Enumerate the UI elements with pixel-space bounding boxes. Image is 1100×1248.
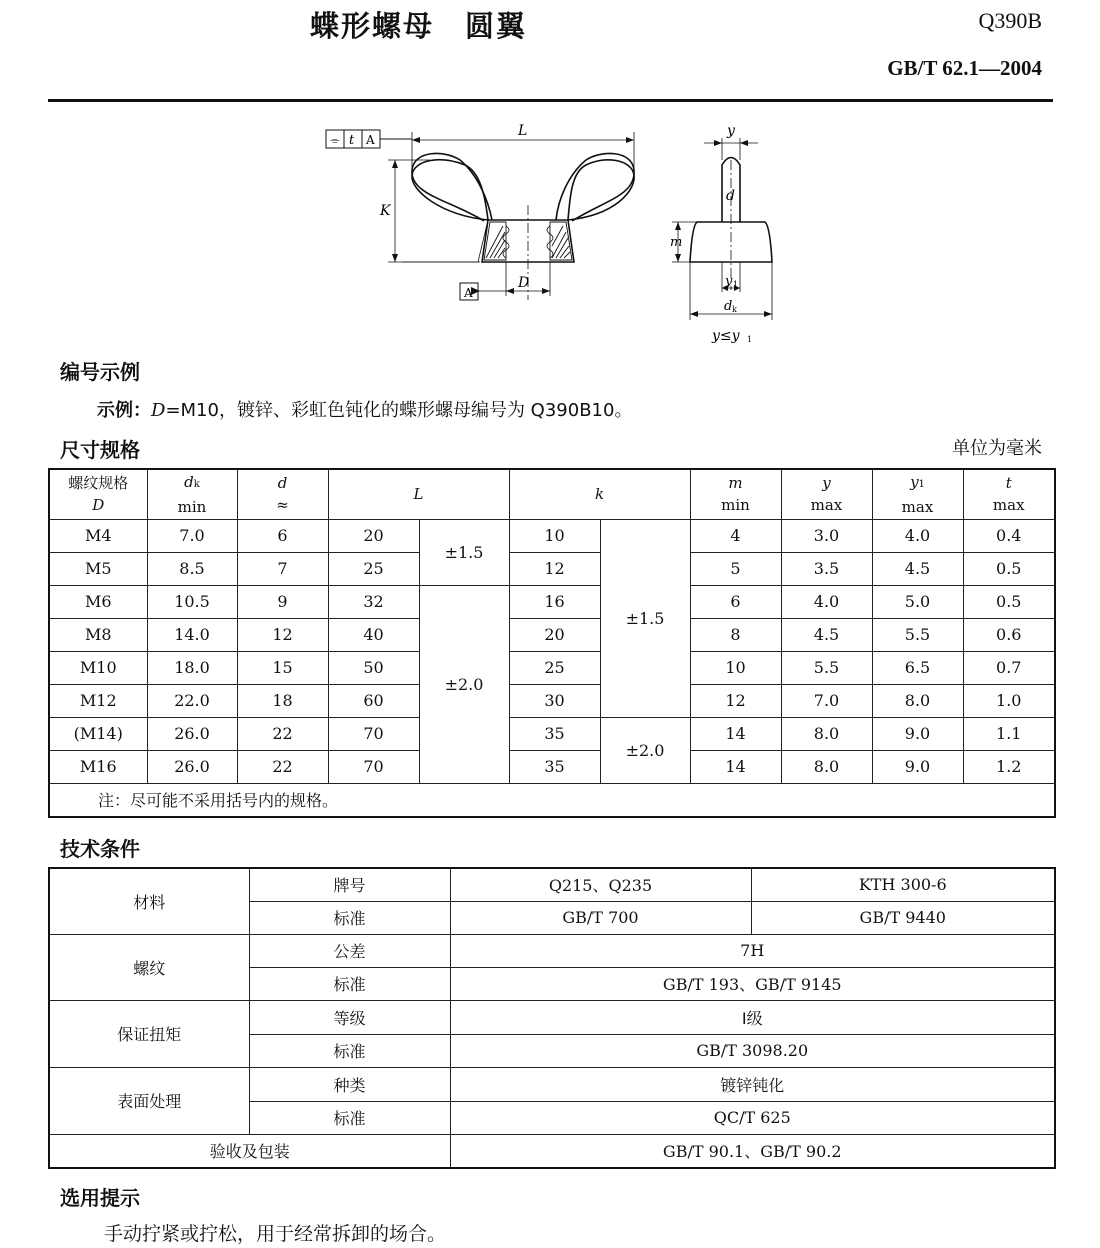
header-dk xyxy=(147,469,237,519)
table-cell: 18 xyxy=(237,684,328,717)
header-spec xyxy=(49,469,147,519)
table-cell: 14 xyxy=(690,750,781,783)
header-t xyxy=(963,469,1055,519)
table-cell: 6 xyxy=(237,519,328,552)
designation-heading: 编号示例 xyxy=(60,360,140,384)
thread-label: 螺纹 xyxy=(49,934,249,1000)
table-row xyxy=(49,519,1055,552)
table-cell: 26.0 xyxy=(147,717,237,750)
right-wing xyxy=(556,153,634,221)
table-cell: 12 xyxy=(690,684,781,717)
dim-y1-sub: 1 xyxy=(733,280,739,289)
table-cell: 18.0 xyxy=(147,651,237,684)
torque-label: 保证扭矩 xyxy=(49,1000,249,1067)
table-cell: M10 xyxy=(49,651,147,684)
standard-number: GB/T 62.1—2004 xyxy=(887,56,1042,80)
technical-heading: 技术条件 xyxy=(60,837,140,861)
selection-text: 手动拧紧或拧松，用于经常拆卸的场合。 xyxy=(104,1223,447,1245)
header-text: L xyxy=(413,485,424,504)
table-cell: 6 xyxy=(690,585,781,618)
table-cell: GB/T 3098.20 xyxy=(450,1034,1055,1067)
header-text: y xyxy=(910,472,919,491)
dim-m: m xyxy=(670,235,683,250)
header-text: ≈ xyxy=(276,496,289,515)
dim-y1: y xyxy=(725,274,733,289)
table-cell: 7.0 xyxy=(147,519,237,552)
header-text: t xyxy=(1005,474,1012,493)
table-cell: 4.0 xyxy=(781,585,872,618)
dimensions-heading: 尺寸规格 xyxy=(60,438,140,462)
table-cell: 20 xyxy=(328,519,419,552)
table-cell: 16 xyxy=(509,585,600,618)
flatness-symbol: ⌯ xyxy=(330,133,340,147)
header-text: d xyxy=(184,472,194,491)
table-cell: 0.5 xyxy=(963,585,1055,618)
table-cell: 7.0 xyxy=(781,684,872,717)
L-tolerance-2: ±2.0 xyxy=(419,585,509,783)
table-cell: 7 xyxy=(237,552,328,585)
table-cell: GB/T 9440 xyxy=(751,901,1055,934)
table-cell: 70 xyxy=(328,717,419,750)
part-code: Q390B xyxy=(978,8,1042,33)
table-cell: M5 xyxy=(49,552,147,585)
table-cell: 15 xyxy=(237,651,328,684)
table-note-row xyxy=(49,783,1055,817)
table-cell: 8.0 xyxy=(872,684,963,717)
table-cell: 等级 xyxy=(249,1000,450,1034)
table-cell: 10 xyxy=(690,651,781,684)
datum-label: A xyxy=(464,286,473,300)
table-cell: 25 xyxy=(509,651,600,684)
table-cell: 32 xyxy=(328,585,419,618)
L-tolerance-1: ±1.5 xyxy=(419,519,509,585)
table-cell: 0.7 xyxy=(963,651,1055,684)
table-note: 注：尽可能不采用括号内的规格。 xyxy=(49,783,1055,817)
table-cell: 12 xyxy=(237,618,328,651)
table-cell: GB/T 90.1、GB/T 90.2 xyxy=(450,1134,1055,1168)
table-cell: 60 xyxy=(328,684,419,717)
table-row xyxy=(49,1000,1055,1034)
table-cell: 5 xyxy=(690,552,781,585)
table-cell: 10.5 xyxy=(147,585,237,618)
table-cell: M8 xyxy=(49,618,147,651)
example-text: =M10，镀锌、彩虹色钝化的蝶形螺母编号为 Q390B10。 xyxy=(165,400,633,421)
table-cell: 3.0 xyxy=(781,519,872,552)
table-row xyxy=(49,750,1055,783)
dim-d: d xyxy=(726,188,735,204)
table-cell: Ⅰ级 xyxy=(450,1000,1055,1034)
dim-dk: d xyxy=(724,299,733,314)
dim-K: K xyxy=(380,203,391,219)
table-cell: 4 xyxy=(690,519,781,552)
header-text: d xyxy=(277,474,288,493)
header-text: max xyxy=(810,496,843,515)
table-cell: 牌号 xyxy=(249,868,450,901)
table-header-row xyxy=(49,469,1055,519)
header-y xyxy=(781,469,872,519)
table-cell: 22 xyxy=(237,717,328,750)
table-cell: 5.0 xyxy=(872,585,963,618)
tolerance-datum: A xyxy=(366,133,375,147)
table-row xyxy=(49,684,1055,717)
table-cell: 8.0 xyxy=(781,750,872,783)
table-cell: 4.5 xyxy=(781,618,872,651)
material-label: 材料 xyxy=(49,868,249,934)
table-cell: 0.5 xyxy=(963,552,1055,585)
table-cell: 9.0 xyxy=(872,750,963,783)
k-tolerance-1: ±1.5 xyxy=(600,519,690,717)
table-cell: Q215、Q235 xyxy=(450,868,751,901)
table-cell: GB/T 193、GB/T 9145 xyxy=(450,967,1055,1000)
header-text: 1 xyxy=(918,478,925,490)
table-cell: 12 xyxy=(509,552,600,585)
table-cell: 35 xyxy=(509,750,600,783)
table-cell: 4.0 xyxy=(872,519,963,552)
header-text: k xyxy=(594,485,605,504)
table-cell: 22.0 xyxy=(147,684,237,717)
table-cell: 70 xyxy=(328,750,419,783)
table-cell: 26.0 xyxy=(147,750,237,783)
header-text: D xyxy=(92,496,105,515)
dim-dk-sub: k xyxy=(732,305,737,314)
table-cell: 20 xyxy=(509,618,600,651)
table-row xyxy=(49,618,1055,651)
unit-note: 单位为毫米 xyxy=(952,438,1042,459)
table-row xyxy=(49,1067,1055,1101)
header-y1 xyxy=(872,469,963,519)
left-wing-outer xyxy=(402,220,488,262)
table-cell: 22 xyxy=(237,750,328,783)
table-cell: M6 xyxy=(49,585,147,618)
table-cell: 4.5 xyxy=(872,552,963,585)
dim-y: y xyxy=(727,123,735,139)
header-L xyxy=(328,469,509,519)
table-cell: 公差 xyxy=(249,934,450,967)
table-row xyxy=(49,552,1055,585)
table-cell: 8 xyxy=(690,618,781,651)
header-text: k xyxy=(193,478,200,490)
dim-D: D xyxy=(518,275,530,291)
header-text: y xyxy=(822,474,831,493)
left-wing xyxy=(412,153,492,221)
header-text: max xyxy=(901,497,934,516)
table-cell: 5.5 xyxy=(872,618,963,651)
acceptance-label: 验收及包装 xyxy=(49,1134,450,1168)
table-row xyxy=(49,585,1055,618)
table-cell: 5.5 xyxy=(781,651,872,684)
table-cell: 3.5 xyxy=(781,552,872,585)
dimension-table xyxy=(48,468,1056,818)
table-cell: 14.0 xyxy=(147,618,237,651)
table-cell: 40 xyxy=(328,618,419,651)
table-cell: 9 xyxy=(237,585,328,618)
header-m xyxy=(690,469,781,519)
table-cell: 9.0 xyxy=(872,717,963,750)
table-cell: 7H xyxy=(450,934,1055,967)
technical-table xyxy=(48,867,1056,1169)
table-cell: 8.5 xyxy=(147,552,237,585)
table-cell: QC/T 625 xyxy=(450,1101,1055,1134)
table-row xyxy=(49,651,1055,684)
table-cell: 25 xyxy=(328,552,419,585)
table-cell: 1.1 xyxy=(963,717,1055,750)
table-row xyxy=(49,934,1055,967)
table-cell: 10 xyxy=(509,519,600,552)
table-cell: 1.0 xyxy=(963,684,1055,717)
header-text: m xyxy=(728,474,743,493)
table-cell: GB/T 700 xyxy=(450,901,751,934)
wing-nut-drawing xyxy=(0,0,1100,350)
example-lead: 示例： xyxy=(97,400,151,421)
table-cell: 镀锌钝化 xyxy=(450,1067,1055,1101)
table-cell: KTH 300-6 xyxy=(751,868,1055,901)
header-k xyxy=(509,469,690,519)
header-text: min xyxy=(177,497,207,516)
example-symbol: D xyxy=(151,400,166,421)
table-cell: M16 xyxy=(49,750,147,783)
table-cell: 标准 xyxy=(249,1034,450,1067)
table-cell: 35 xyxy=(509,717,600,750)
table-row xyxy=(49,717,1055,750)
table-row xyxy=(49,868,1055,901)
header-text: max xyxy=(992,496,1025,515)
page-title: 蝶形螺母 圆翼 xyxy=(310,9,528,43)
table-row xyxy=(49,1134,1055,1168)
header-text: min xyxy=(721,496,750,515)
table-cell: 6.5 xyxy=(872,651,963,684)
table-cell: 1.2 xyxy=(963,750,1055,783)
table-cell: 0.4 xyxy=(963,519,1055,552)
table-cell: M4 xyxy=(49,519,147,552)
table-cell: 0.6 xyxy=(963,618,1055,651)
table-cell: 标准 xyxy=(249,901,450,934)
table-cell: 标准 xyxy=(249,1101,450,1134)
table-cell: 8.0 xyxy=(781,717,872,750)
table-cell: 14 xyxy=(690,717,781,750)
table-cell: (M14) xyxy=(49,717,147,750)
table-cell: 30 xyxy=(509,684,600,717)
tolerance-t: t xyxy=(349,133,355,148)
table-cell: 50 xyxy=(328,651,419,684)
k-tolerance-2: ±2.0 xyxy=(600,717,690,783)
table-cell: 标准 xyxy=(249,967,450,1000)
relation-text: y≤y xyxy=(712,328,740,344)
table-cell: M12 xyxy=(49,684,147,717)
header-text: 螺纹规格 xyxy=(68,474,129,493)
designation-example xyxy=(97,396,632,422)
table-cell: 种类 xyxy=(249,1067,450,1101)
dim-L: L xyxy=(518,123,528,139)
selection-heading: 选用提示 xyxy=(60,1186,140,1210)
surface-label: 表面处理 xyxy=(49,1067,249,1134)
header-d xyxy=(237,469,328,519)
relation-sub: 1 xyxy=(747,335,753,344)
